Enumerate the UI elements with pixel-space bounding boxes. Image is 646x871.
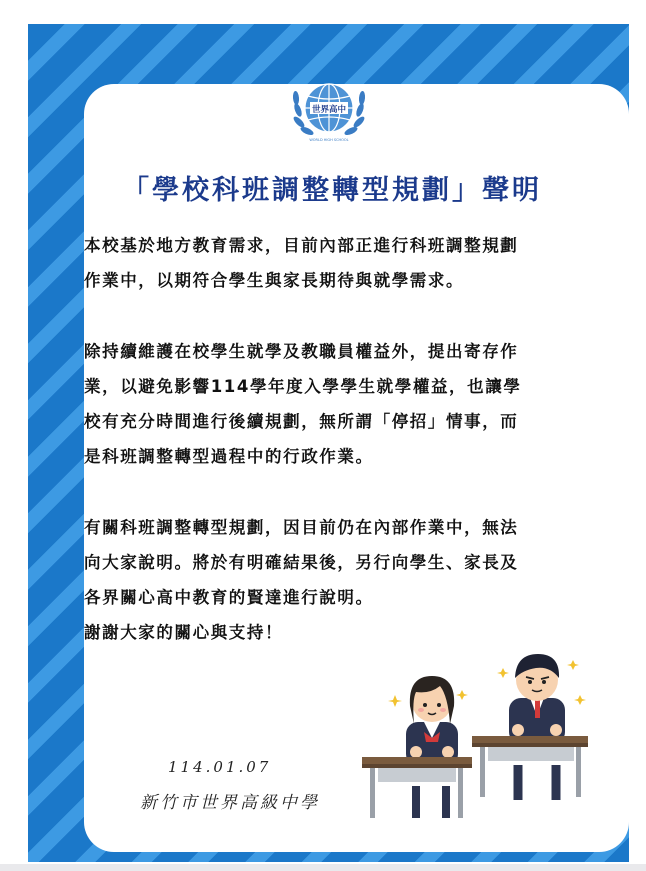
paragraph-line: 各界關心高中教育的賢達進行說明。 [84,588,374,607]
paragraph-line: 是科班調整轉型過程中的行政作業。 [84,447,374,466]
seal-subtext: WORLD HIGH SCHOOL [309,138,349,142]
seal-text: 世界高中 [311,105,347,115]
notice-title: 「學校科班調整轉型規劃」聲明 [122,175,542,206]
paragraph-line: 除持續維護在校學生就學及教職員權益外，提出寄存作 [84,342,519,361]
paragraph-line: 業，以避免影響114學年度入學學生就學權益，也讓學 [84,377,522,396]
signature-school: 新竹市世界高級中學 [140,793,320,813]
paragraph-line: 作業中，以期符合學生與家長期待與就學需求。 [84,271,465,290]
paragraph-line: 有關科班調整轉型規劃，因目前仍在內部作業中，無法 [84,518,519,537]
boy-student [509,654,565,744]
school-seal-logo [288,74,370,144]
paragraph-line: 向大家說明。將於有明確結果後，另行向學生、家長及 [84,553,519,572]
paragraph [84,510,594,650]
paragraph-line: 校有充分時間進行後續規劃，無所謂「停招」情事，而 [84,412,519,431]
signature-date: 114.01.07 [168,758,272,776]
notice-body [84,228,594,650]
thanks-line: 謝謝大家的關心與支持！ [84,623,284,642]
paragraph [84,334,594,474]
girl-student [406,676,458,766]
paragraph-line: 本校基於地方教育需求，目前內部正進行科班調整規劃 [84,236,519,255]
paragraph [84,228,594,298]
students-at-desks-illustration [358,640,608,825]
bottom-edge-bar [0,864,646,871]
